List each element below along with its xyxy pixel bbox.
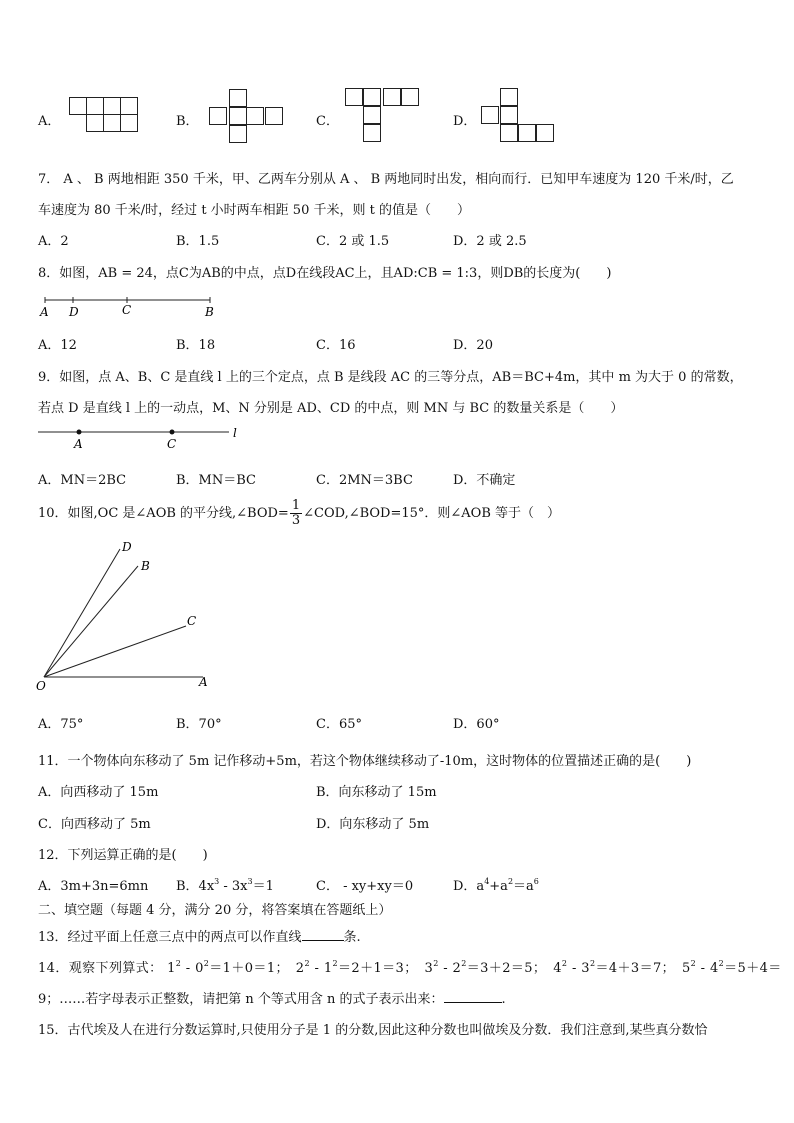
q10-option-a: A．75° — [38, 717, 84, 732]
q14-text-part: ＝1＋0＝1； 2 — [209, 961, 305, 976]
q11-option-c: C．向西移动了 5m — [38, 817, 151, 832]
q14-exponent: 2 — [203, 959, 210, 968]
q9-line2: 若点 D 是直线 l 上的一动点，M、N 分别是 AD、CD 的中点，则 MN 与 BC 的数量关系是（ ） — [38, 401, 624, 416]
q11-option-d: D．向东移动了 5m — [316, 817, 430, 832]
q8-option-b: B．18 — [176, 338, 216, 353]
q9-point-a — [77, 430, 82, 435]
q10-label-b: B — [141, 559, 150, 573]
q14-text-part: ＝3＋2＝5； 4 — [466, 961, 562, 976]
q14-text-part: - 1 — [309, 961, 333, 976]
q13-answer-blank — [302, 928, 344, 941]
q15-text: 15．古代埃及人在进行分数运算时,只使用分子是 1 的分数,因此这种分数也叫做埃及分数．我们注意到,某些真分数恰 — [38, 1023, 708, 1038]
q9-option-a: A．MN＝2BC — [38, 473, 127, 488]
q14-exponent: 2 — [175, 959, 182, 968]
q10-frac-den: 3 — [291, 513, 301, 528]
q9-label-a: A — [74, 437, 83, 451]
q9-line1: 9．如图，点 A、B、C 是直线 l 上的三个定点，点 B 是线段 AC 的三等分点，AB＝BC+4m，其中 m 为大于 0 的常数， — [38, 370, 743, 385]
q14-exponent: 2 — [461, 959, 467, 968]
q11-option-a: A．向西移动了 15m — [38, 785, 159, 800]
q14-text-part: ＝2＋1＝3； 3 — [338, 961, 434, 976]
q8-option-d: D．20 — [453, 338, 493, 353]
q7-line1: 7． A 、 B 两地相距 350 千米，甲、乙两车分别从 A 、 B 两地同时出发，相向而行．已知甲车速度为 120 千米/时，乙 — [38, 172, 734, 187]
q8-label-c: C — [122, 303, 132, 317]
q7-option-b: B．1.5 — [176, 234, 220, 249]
q10-fraction — [290, 499, 302, 528]
q10-option-d: D．60° — [453, 717, 500, 732]
q10-label-d: D — [122, 540, 132, 554]
q13-text: 13．经过平面上任意三点中的两点可以作直线 条. — [38, 930, 361, 945]
q14-exponent: 2 — [589, 959, 596, 968]
q10-text-post: ∠COD,∠BOD=15°．则∠AOB 等于（ ） — [303, 506, 561, 521]
q10-option-c: C．65° — [316, 717, 362, 732]
q8-text: 8．如图，AB = 24，点C为AB的中点，点D在线段AC上，且AD:CB = 1:3，则DB的长度为( ) — [38, 266, 612, 281]
q6-option-c-label: C． — [316, 114, 339, 129]
q10-option-b: B．70° — [176, 717, 222, 732]
q9-option-b: B．MN＝BC — [176, 473, 256, 488]
section-2-heading: 二、填空题（每题 4 分，满分 20 分，将答案填在答题纸上） — [38, 903, 392, 918]
q9-option-c: C．2MN＝3BC — [316, 473, 413, 488]
q8-segment-figure — [36, 292, 226, 320]
q14-line1 — [38, 957, 782, 976]
q10-label-a: A — [199, 675, 208, 689]
q10-angle-figure — [34, 538, 219, 693]
q8-option-c: C．16 — [316, 338, 356, 353]
q14-text-part: ＝5＋4＝ — [724, 961, 782, 976]
q14-text-part: - 2 — [438, 961, 462, 976]
q12-option-b: B．$4x^3 - 3x^3=1$ — [176, 877, 274, 894]
q14-answer-blank — [444, 990, 502, 1003]
q12-text: 12．下列运算正确的是( ) — [38, 848, 208, 863]
q14-exponent: 2 — [304, 959, 310, 968]
q7-line2: 车速度为 80 千米/时，经过 t 小时两车相距 50 千米，则 t 的值是（ ） — [38, 203, 470, 218]
q14-text-part: - 4 — [696, 961, 719, 976]
q9-point-c — [170, 430, 175, 435]
q12-option-d: D．$a^4+a^2=a^6$ — [453, 877, 539, 894]
q14-text-part: ＝4＋3＝7； 5 — [595, 961, 691, 976]
q9-label-l: l — [233, 426, 237, 440]
q14-text-part: 14．观察下列算式： 1 — [38, 961, 176, 976]
q14-line2: 9；……若字母表示正整数，请把第 n 个等式用含 n 的式子表示出来： . — [38, 992, 506, 1007]
q8-option-a: A．12 — [38, 338, 77, 353]
q14-exponent: 2 — [332, 959, 338, 968]
q10-text — [38, 496, 560, 532]
q6-option-a-label: A． — [38, 114, 61, 129]
q11-option-b: B．向东移动了 15m — [316, 785, 437, 800]
q10-label-c: C — [187, 614, 197, 628]
q10-label-o: O — [36, 679, 46, 693]
q10-ray-od — [44, 549, 120, 677]
q7-option-a: A．2 — [38, 234, 69, 249]
q14-exponent: 2 — [561, 959, 568, 968]
q6-option-d-label: D． — [453, 114, 477, 129]
q14-exponent: 2 — [690, 959, 697, 968]
q12-option-a: A．3m+3n=6mn — [38, 879, 149, 894]
q14-text-part: - 3 — [567, 961, 590, 976]
q10-frac-num: 1 — [291, 498, 301, 513]
q9-option-d: D．不确定 — [453, 473, 516, 488]
q9-label-c: C — [167, 437, 177, 451]
q6-option-b-label: B． — [176, 114, 199, 129]
q9-line-figure — [36, 423, 246, 453]
q14-text-part: - 0 — [181, 961, 204, 976]
q11-text: 11．一个物体向东移动了 5m 记作移动+5m，若这个物体继续移动了-10m，这时物体的位置描述正确的是( ) — [38, 754, 692, 769]
q14-exponent: 2 — [718, 959, 725, 968]
q7-option-d: D．2 或 2.5 — [453, 234, 527, 249]
q10-text-pre: 10．如图,OC 是∠AOB 的平分线,∠BOD= — [38, 506, 289, 521]
q7-option-c: C．2 或 1.5 — [316, 234, 390, 249]
q8-label-d: D — [69, 305, 79, 319]
q8-label-b: B — [205, 305, 214, 319]
q8-label-a: A — [40, 305, 49, 319]
q14-exponent: 2 — [433, 959, 439, 968]
q12-option-c: C． - xy+xy＝0 — [316, 879, 414, 894]
